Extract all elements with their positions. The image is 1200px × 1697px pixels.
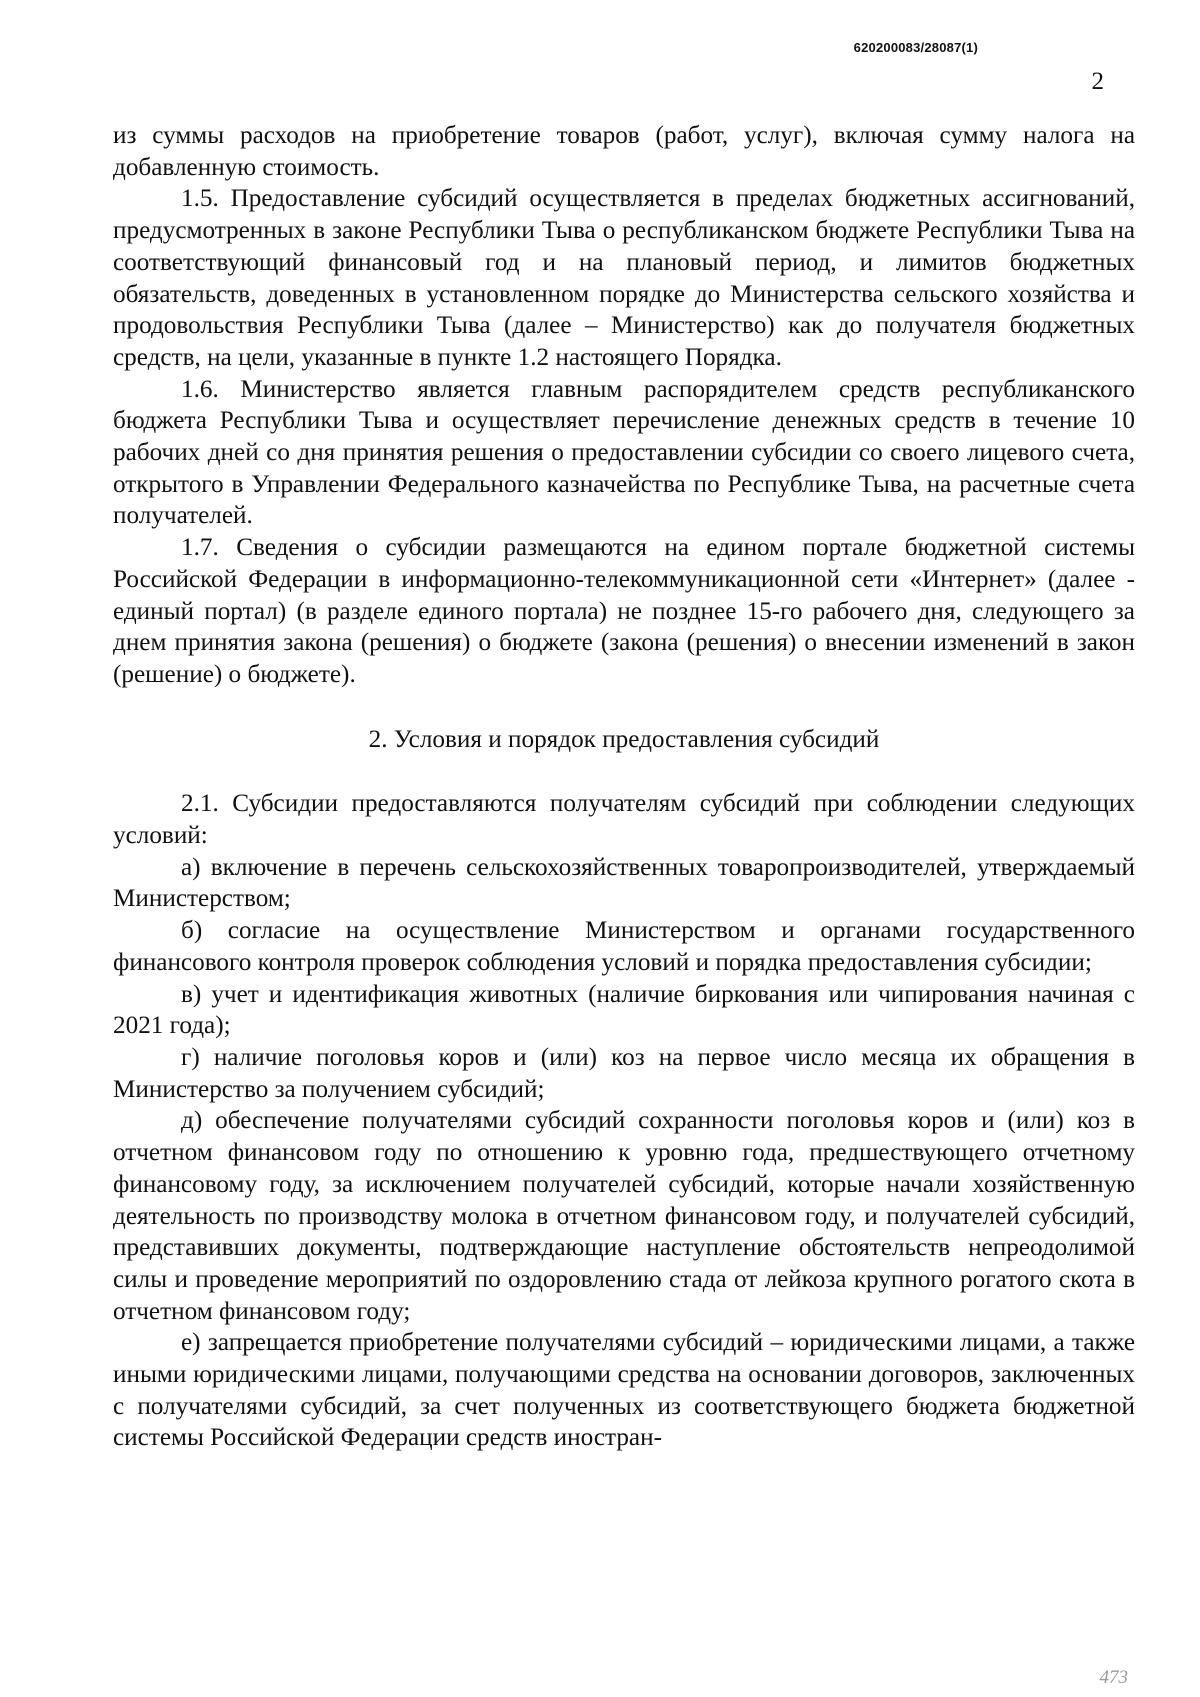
paragraph-1-6: 1.6. Министерство является главным распорядителем средств республиканского бюджета Республики Тыва и осуществляет перечисление денежных средств в течение 10 рабочих дней со дня принятия решения о предоставлении субсидии со своего лицевого счета, открытого в Управлении Федерального казначейства по Республике Тыва, на расчетные счета получателей. <box>113 375 1135 530</box>
condition-d: д) обеспечение получателями субсидий сохранности поголовья коров и (или) коз в отчетном финансовом году по отношению к уровню года, предшествующего отчетному финансовому году, за исключением получателей субсидий, которые начали хозяйственную деятельность по производству молока в отчетном финансовом году, и получателей субсидий, представивших документы, подтверждающие наступление обстоятельств непреодолимой силы и проведение мероприятий по оздоровлению стада от лейкоза крупного рогатого скота в отчетном финансовом году; <box>113 1107 1135 1325</box>
paragraph-1-5: 1.5. Предоставление субсидий осуществляется в пределах бюджетных ассигнований, предусмотренных в законе Республики Тыва о республиканском бюджете Республики Тыва на соответствующий финансовый год и на плановый период, и лимитов бюджетных обязательств, доведенных в установленном порядке до Министерства сельского хозяйства и продовольствия Республики Тыва (далее – Министерство) как до получателя бюджетных средств, на цели, указанные в пункте 1.2 настоящего Порядка. <box>113 185 1135 371</box>
document-id: 620200083/28087(1) <box>853 40 978 55</box>
document-body <box>113 120 1135 1454</box>
condition-a: а) включение в перечень сельскохозяйственных товаропроизводителей, утверждаемый Министерством; <box>113 853 1135 913</box>
condition-b: б) согласие на осуществление Министерством и органами государственного финансового контроля проверок соблюдения условий и порядка предоставления субсидии; <box>113 917 1135 976</box>
paragraph-1-7: 1.7. Сведения о субсидии размещаются на едином портале бюджетной системы Российской Федерации в информационно-телекоммуникационной сети «Интернет» (далее - единый портал) (в разделе единого портала) не позднее 15-го рабочего дня, следующего за днем принятия закона (решения) о бюджете (закона (решения) о внесении изменений в закон (решение) о бюджете). <box>113 534 1135 688</box>
condition-g: г) наличие поголовья коров и (или) коз на первое число месяца их обращения в Министерство за получением субсидий; <box>113 1043 1135 1103</box>
paragraph-2-1: 2.1. Субсидии предоставляются получателям субсидий при соблюдении следующих условий: <box>113 790 1135 850</box>
page-number: 2 <box>1091 68 1104 95</box>
condition-e: е) запрещается приобретение получателями субсидий – юридическими лицами, а также иными юридическими лицами, получающими средства на основании договоров, заключенных с получателями субсидий, за счет полученных из соответствующего бюджета бюджетной системы Российской Федерации средств иностран- <box>113 1329 1135 1452</box>
paragraph-continuation: из суммы расходов на приобретение товаров (работ, услуг), включая сумму налога на добавленную стоимость. <box>113 122 1135 181</box>
condition-v: в) учет и идентификация животных (наличие биркования или чипирования начиная с 2021 года); <box>113 980 1135 1040</box>
section-heading: 2. Условия и порядок предоставления субсидий <box>368 725 880 753</box>
handwritten-page-mark: 473 <box>1099 1667 1128 1688</box>
